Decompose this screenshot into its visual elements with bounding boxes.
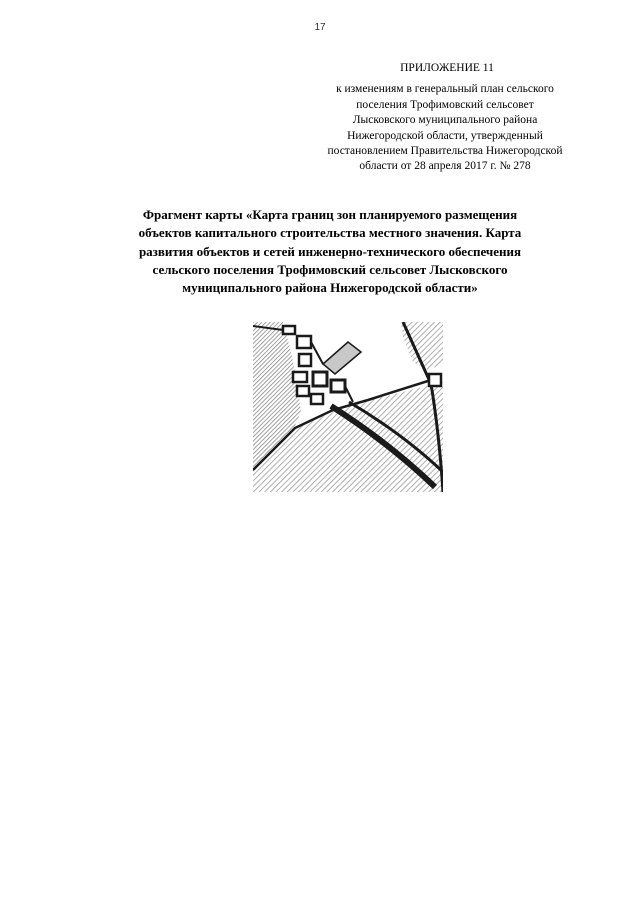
- appendix-line: постановлением Правительства Нижегородской: [327, 145, 563, 158]
- title-line: сельского поселения Трофимовский сельсовет Лысковского: [152, 261, 508, 277]
- appendix-line: Нижегородской области, утвержденный: [347, 129, 543, 142]
- appendix-line: области от 28 апреля 2017 г. № 278: [359, 160, 531, 173]
- title-line: развития объектов и сетей инженерно-технического обеспечения: [138, 243, 522, 259]
- page-number: 17: [314, 22, 326, 33]
- access-road: [323, 342, 361, 374]
- map-fragment: [253, 322, 443, 492]
- title-line: объектов капитального строительства местного значения. Карта: [138, 225, 522, 241]
- title-line: муниципального района Нижегородской области»: [182, 280, 478, 296]
- appendix-line: Лысковского муниципального района: [352, 114, 538, 127]
- title-line: Фрагмент карты «Карта границ зон планируемого размещения: [142, 207, 518, 222]
- document-title: [60, 206, 600, 297]
- appendix-block: [300, 61, 590, 175]
- appendix-line: к изменениям в генеральный план сельского: [336, 83, 554, 96]
- appendix-title: ПРИЛОЖЕНИЕ 11: [400, 62, 494, 74]
- appendix-line: поселения Трофимовский сельсовет: [356, 98, 534, 111]
